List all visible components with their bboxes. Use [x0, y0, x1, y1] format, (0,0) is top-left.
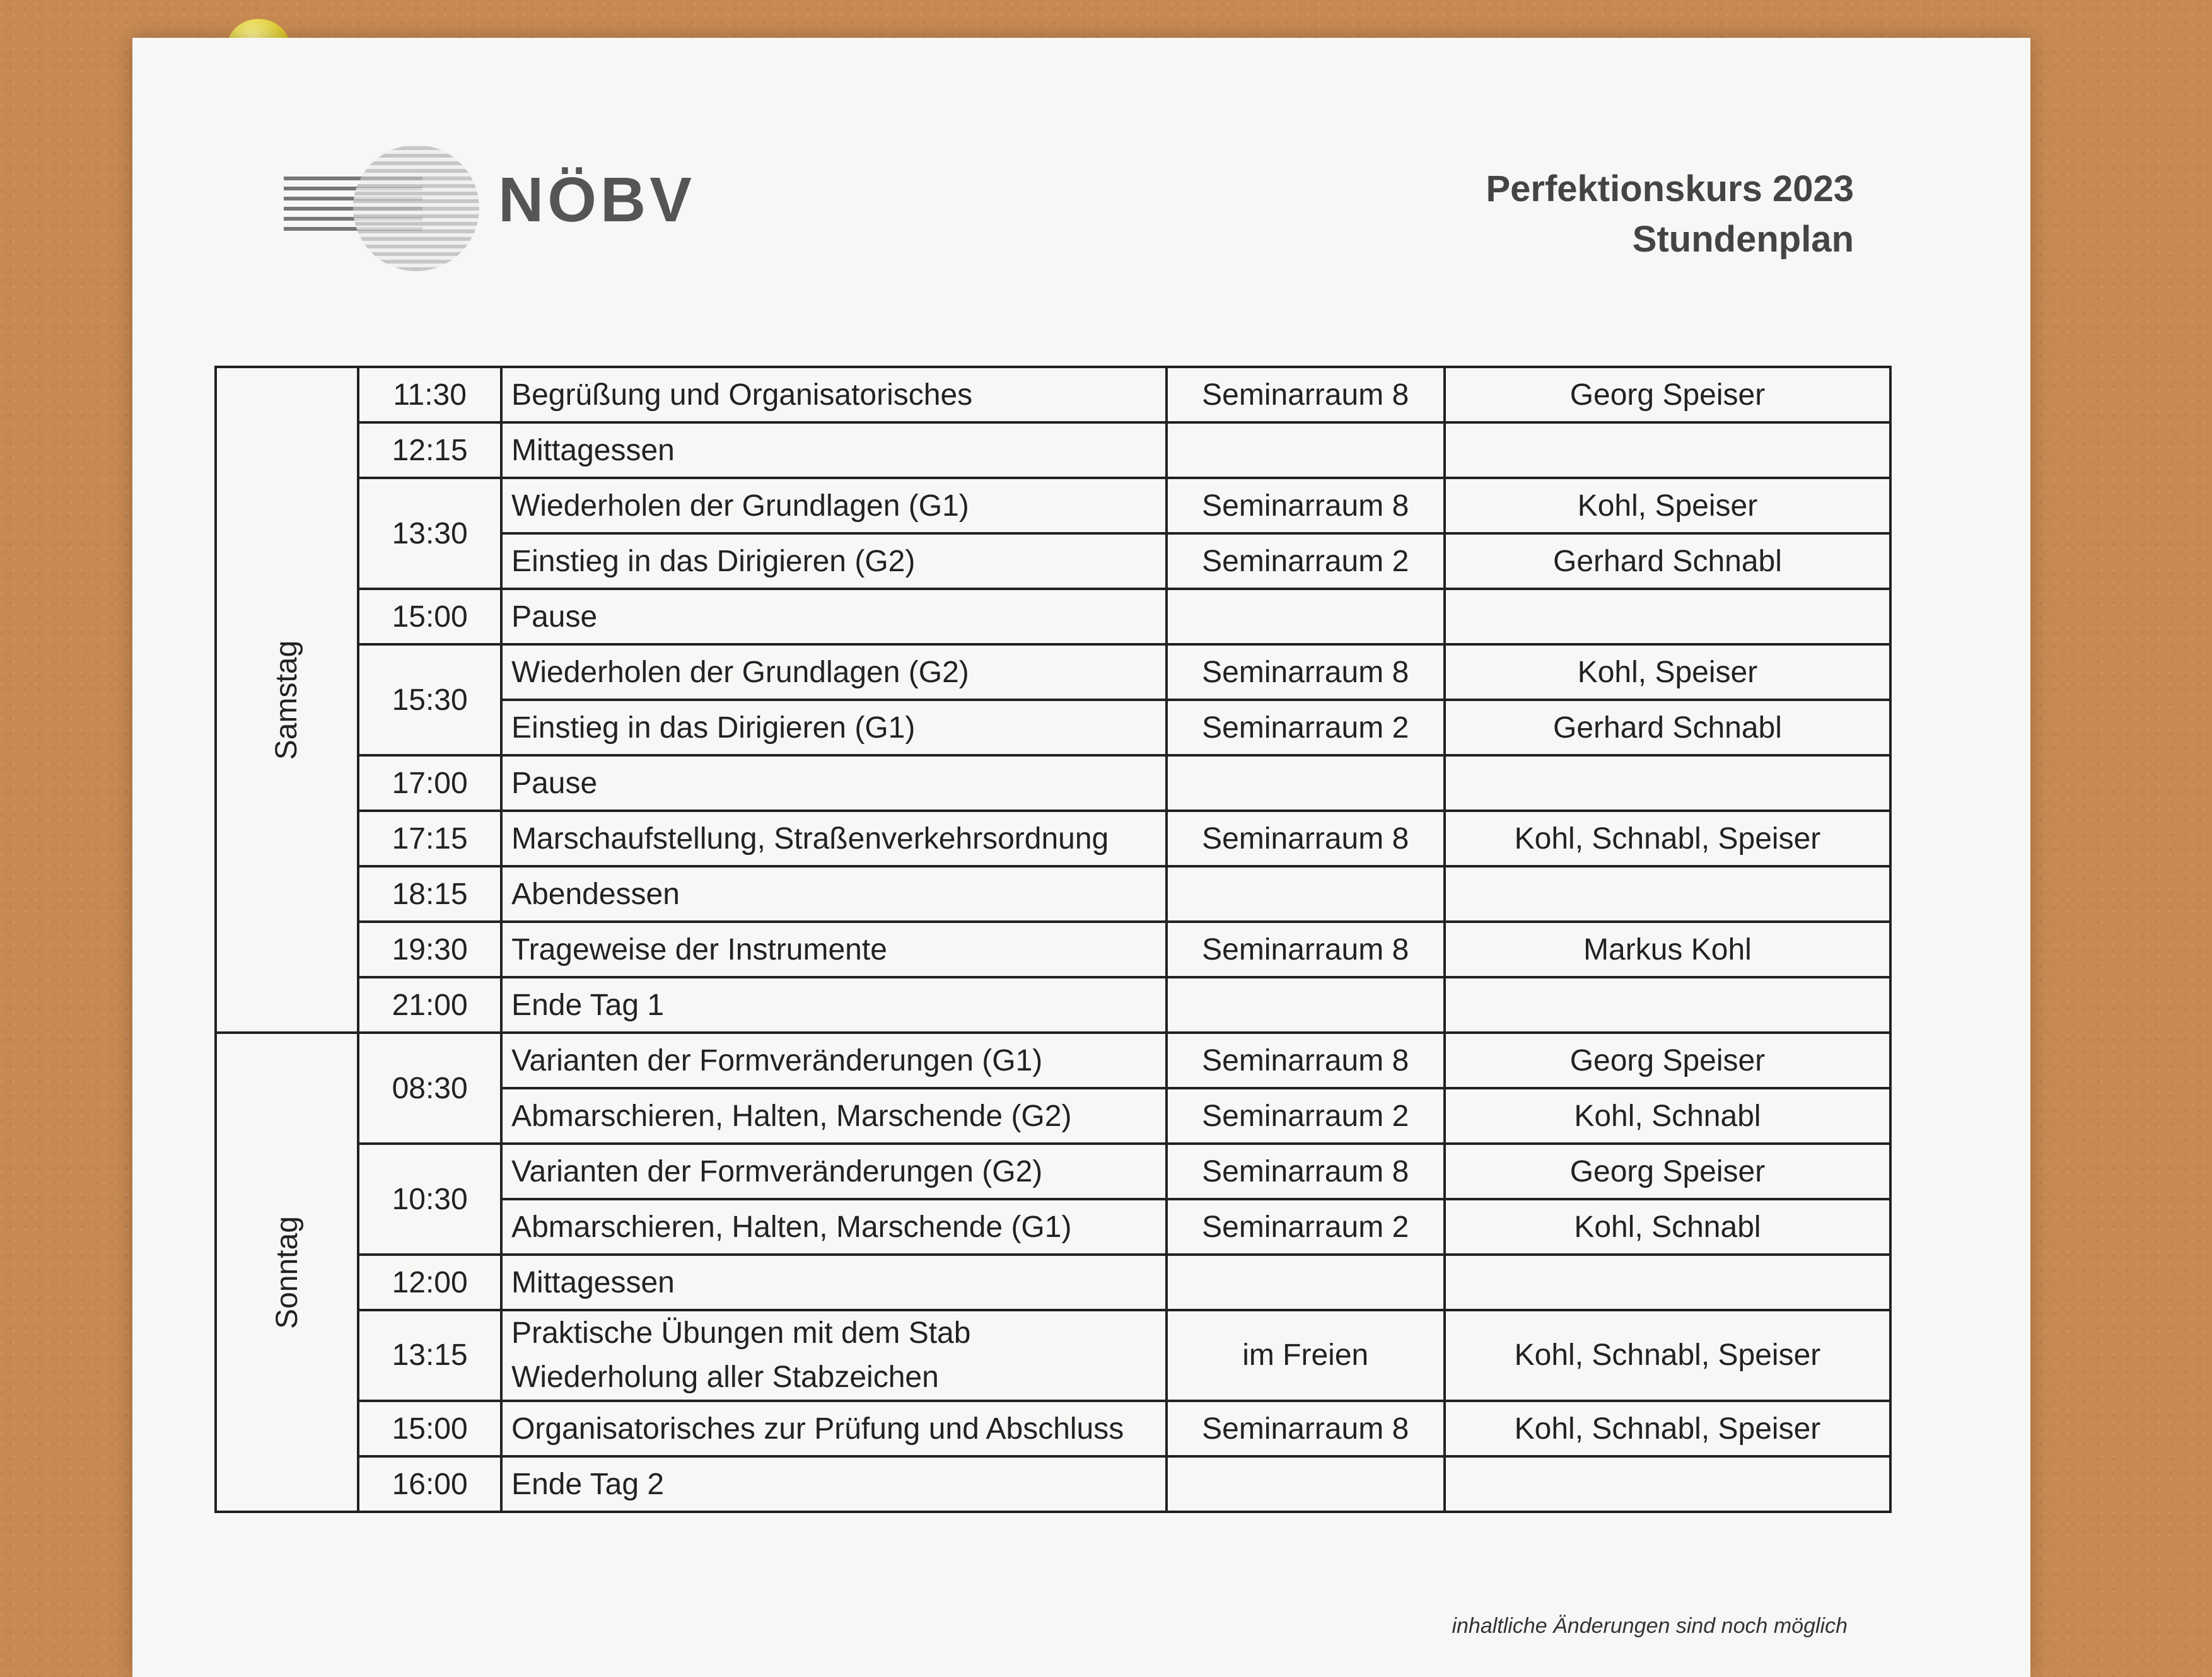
table-row — [216, 422, 1890, 478]
lead-cell: Kohl, Schnabl — [1445, 1088, 1890, 1144]
time-cell: 10:30 — [358, 1144, 501, 1255]
table-row — [216, 1255, 1890, 1310]
logo-circle — [353, 145, 479, 271]
lead-cell — [1445, 866, 1890, 922]
lead-cell: Gerhard Schnabl — [1445, 533, 1890, 589]
time-cell: 11:30 — [358, 367, 501, 422]
table-row — [216, 644, 1890, 700]
room-cell — [1167, 1456, 1445, 1512]
activity-line-2: Wiederholung aller Stabzeichen — [511, 1361, 939, 1394]
lead-cell — [1445, 422, 1890, 478]
room-cell: Seminarraum 2 — [1167, 1199, 1445, 1255]
time-cell: 15:00 — [358, 1401, 501, 1456]
table-row — [216, 866, 1890, 922]
table-row — [216, 589, 1890, 644]
activity-cell: Abendessen — [501, 866, 1166, 922]
room-cell: Seminarraum 8 — [1167, 367, 1445, 422]
room-cell — [1167, 755, 1445, 811]
time-cell: 15:30 — [358, 644, 501, 755]
footer-note: inhaltliche Änderungen sind noch möglich — [1452, 1614, 1848, 1638]
schedule-table — [214, 366, 1892, 1513]
activity-cell: Einstieg in das Dirigieren (G2) — [501, 533, 1166, 589]
table-row — [216, 1456, 1890, 1512]
activity-cell: Begrüßung und Organisatorisches — [501, 367, 1166, 422]
lead-cell: Georg Speiser — [1445, 1144, 1890, 1199]
table-row — [216, 1033, 1890, 1088]
room-cell: Seminarraum 2 — [1167, 1088, 1445, 1144]
table-row — [216, 811, 1890, 866]
time-cell: 08:30 — [358, 1033, 501, 1144]
room-cell: Seminarraum 2 — [1167, 533, 1445, 589]
activity-cell: Mittagessen — [501, 1255, 1166, 1310]
lead-cell — [1445, 755, 1890, 811]
noebv-logo — [284, 145, 851, 271]
table-row — [216, 922, 1890, 977]
time-cell: 19:30 — [358, 922, 501, 977]
table-row — [216, 367, 1890, 422]
activity-cell: Varianten der Formveränderungen (G1) — [501, 1033, 1166, 1088]
time-cell: 13:15 — [358, 1310, 501, 1401]
time-cell: 17:15 — [358, 811, 501, 866]
table-row — [216, 1144, 1890, 1199]
lead-cell: Gerhard Schnabl — [1445, 700, 1890, 755]
room-cell: Seminarraum 8 — [1167, 644, 1445, 700]
lead-cell: Kohl, Speiser — [1445, 644, 1890, 700]
lead-cell — [1445, 589, 1890, 644]
room-cell — [1167, 977, 1445, 1033]
room-cell: Seminarraum 8 — [1167, 1401, 1445, 1456]
activity-cell: Wiederholen der Grundlagen (G2) — [501, 644, 1166, 700]
activity-cell: Varianten der Formveränderungen (G2) — [501, 1144, 1166, 1199]
time-cell: 18:15 — [358, 866, 501, 922]
activity-cell: Pause — [501, 589, 1166, 644]
activity-cell — [501, 1310, 1166, 1401]
time-cell: 12:00 — [358, 1255, 501, 1310]
lead-cell: Markus Kohl — [1445, 922, 1890, 977]
logo-text: NÖBV — [498, 165, 696, 235]
table-row — [216, 1401, 1890, 1456]
page-title: Perfektionskurs 2023 — [1486, 168, 1854, 209]
activity-cell: Mittagessen — [501, 422, 1166, 478]
time-cell: 12:15 — [358, 422, 501, 478]
activity-cell: Abmarschieren, Halten, Marschende (G1) — [501, 1199, 1166, 1255]
table-row — [216, 478, 1890, 533]
room-cell — [1167, 589, 1445, 644]
room-cell: Seminarraum 8 — [1167, 811, 1445, 866]
day-label-saturday: Samstag — [216, 367, 358, 1033]
lead-cell: Kohl, Schnabl — [1445, 1199, 1890, 1255]
room-cell — [1167, 866, 1445, 922]
schedule-sheet — [132, 38, 2030, 1677]
lead-cell: Kohl, Schnabl, Speiser — [1445, 811, 1890, 866]
room-cell: Seminarraum 2 — [1167, 700, 1445, 755]
room-cell: Seminarraum 8 — [1167, 922, 1445, 977]
time-cell: 17:00 — [358, 755, 501, 811]
room-cell: Seminarraum 8 — [1167, 478, 1445, 533]
time-cell: 13:30 — [358, 478, 501, 589]
table-row — [216, 977, 1890, 1033]
room-cell: Seminarraum 8 — [1167, 1144, 1445, 1199]
activity-cell: Organisatorisches zur Prüfung und Abschluss — [501, 1401, 1166, 1456]
activity-cell: Ende Tag 1 — [501, 977, 1166, 1033]
activity-cell: Einstieg in das Dirigieren (G1) — [501, 700, 1166, 755]
lead-cell: Kohl, Schnabl, Speiser — [1445, 1401, 1890, 1456]
activity-cell: Wiederholen der Grundlagen (G1) — [501, 478, 1166, 533]
time-cell: 16:00 — [358, 1456, 501, 1512]
activity-cell: Trageweise der Instrumente — [501, 922, 1166, 977]
table-row — [216, 755, 1890, 811]
lead-cell — [1445, 1456, 1890, 1512]
table-row — [216, 1310, 1890, 1401]
room-cell — [1167, 1255, 1445, 1310]
activity-line-1: Praktische Übungen mit dem Stab — [511, 1316, 971, 1350]
lead-cell: Kohl, Schnabl, Speiser — [1445, 1310, 1890, 1401]
lead-cell: Georg Speiser — [1445, 367, 1890, 422]
lead-cell — [1445, 977, 1890, 1033]
room-cell: im Freien — [1167, 1310, 1445, 1401]
activity-cell: Abmarschieren, Halten, Marschende (G2) — [501, 1088, 1166, 1144]
day-label-sunday: Sonntag — [216, 1033, 358, 1512]
lead-cell — [1445, 1255, 1890, 1310]
lead-cell: Kohl, Speiser — [1445, 478, 1890, 533]
room-cell — [1167, 422, 1445, 478]
time-cell: 21:00 — [358, 977, 501, 1033]
page-subtitle: Stundenplan — [1632, 219, 1854, 260]
time-cell: 15:00 — [358, 589, 501, 644]
activity-cell: Marschaufstellung, Straßenverkehrsordnung — [501, 811, 1166, 866]
title-block — [1486, 164, 1854, 265]
lead-cell: Georg Speiser — [1445, 1033, 1890, 1088]
room-cell: Seminarraum 8 — [1167, 1033, 1445, 1088]
activity-cell: Ende Tag 2 — [501, 1456, 1166, 1512]
activity-cell: Pause — [501, 755, 1166, 811]
